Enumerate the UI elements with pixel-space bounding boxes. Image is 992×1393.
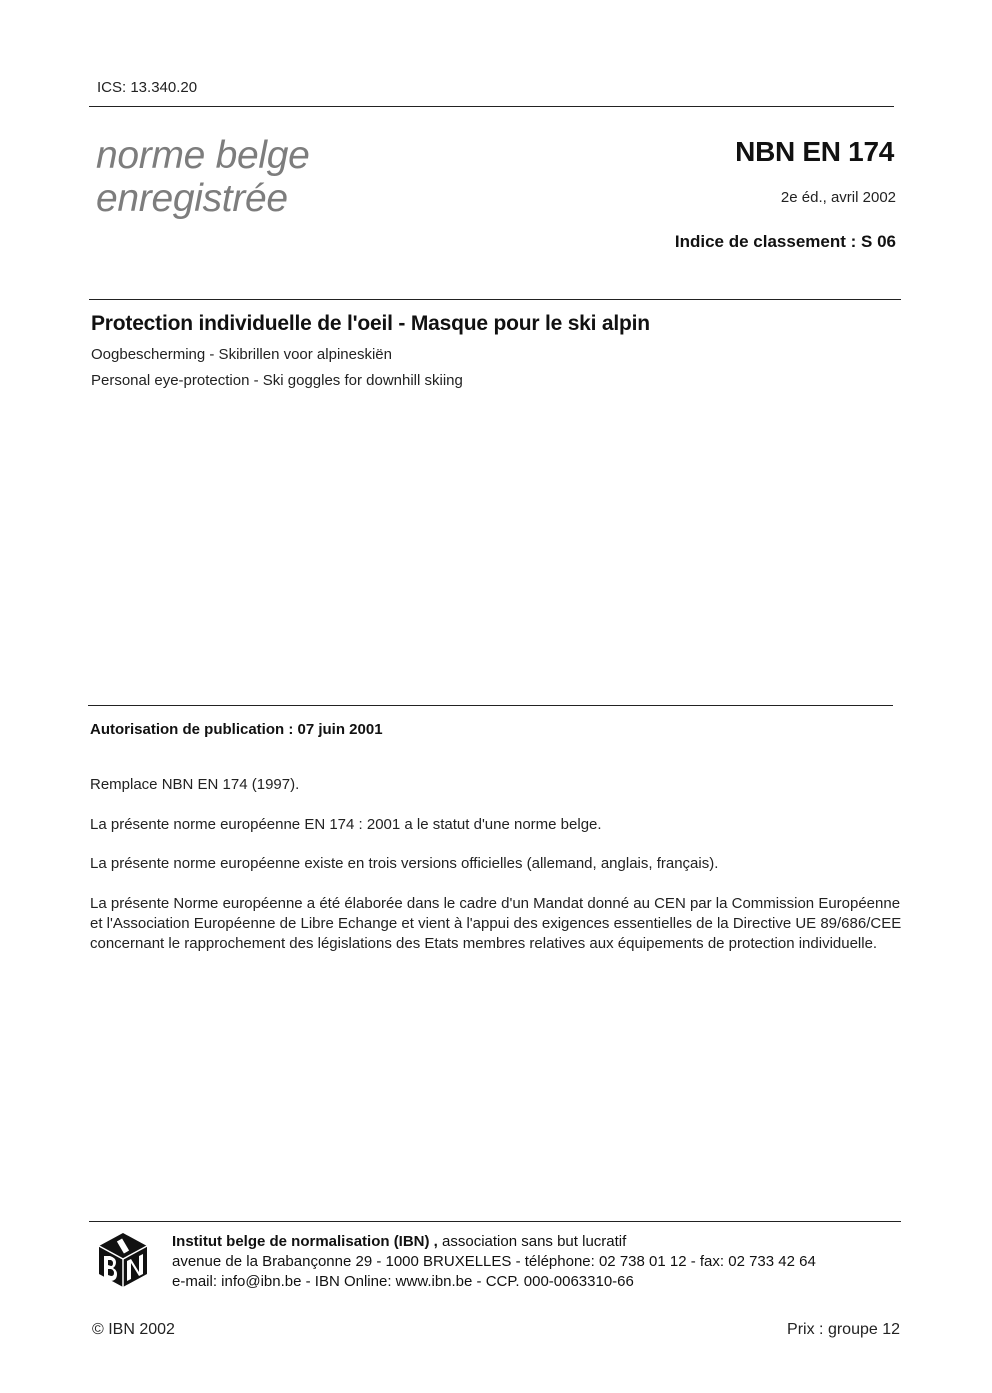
title-english: Personal eye-protection - Ski goggles for downhill skiing [91, 372, 463, 389]
document-number: NBN EN 174 [735, 136, 894, 167]
edition-date: 2e éd., avril 2002 [780, 189, 896, 206]
title-french: Protection individuelle de l'oeil - Masque pour le ski alpin [91, 312, 650, 335]
body-divider [88, 705, 893, 706]
price-group: Prix : groupe 12 [787, 1321, 900, 1338]
institute-name: Institut belge de normalisation (IBN) , [172, 1233, 438, 1250]
institute-name-line [172, 1232, 816, 1252]
brand-line-2: enregistrée [96, 177, 288, 220]
ics-code: ICS: 13.340.20 [97, 79, 198, 96]
paragraph-versions: La présente norme européenne existe en trois versions officielles (allemand, anglais, français). [90, 855, 719, 872]
title-divider [89, 299, 901, 300]
institute-address: avenue de la Brabançonne 29 - 1000 BRUXELLES - téléphone: 02 738 01 12 - fax: 02 733 42 64 [172, 1253, 816, 1270]
publication-authorization: Autorisation de publication : 07 juin 2001 [90, 721, 383, 738]
top-divider [89, 106, 894, 107]
paragraph-replaces: Remplace NBN EN 174 (1997). [90, 776, 300, 793]
brand-line-1: norme belge [96, 134, 310, 177]
brand-title [96, 134, 310, 220]
ibn-logo-icon [98, 1232, 148, 1288]
classification-index: Indice de classement : S 06 [674, 232, 896, 251]
paragraph-mandate: La présente Norme européenne a été élaborée dans le cadre d'un Mandat donné au CEN par la Commission Européenne et l'Association Européenne de Libre Echange et vient à l'appui des exigences essentielles de la Directive UE 89/686/CEE concernant le rapprochement des législations des Etats membres relatives aux équipements de protection individuelle. [90, 895, 902, 952]
institute-note: association sans but lucratif [437, 1233, 627, 1250]
footer-divider [89, 1221, 901, 1222]
institute-contact: e-mail: info@ibn.be - IBN Online: www.ibn.be - CCP. 000-0063310-66 [172, 1273, 634, 1290]
title-dutch: Oogbescherming - Skibrillen voor alpineskiën [91, 346, 392, 363]
institute-block [172, 1232, 816, 1292]
copyright: © IBN 2002 [92, 1321, 175, 1338]
paragraph-status: La présente norme européenne EN 174 : 2001 a le statut d'une norme belge. [90, 816, 602, 833]
